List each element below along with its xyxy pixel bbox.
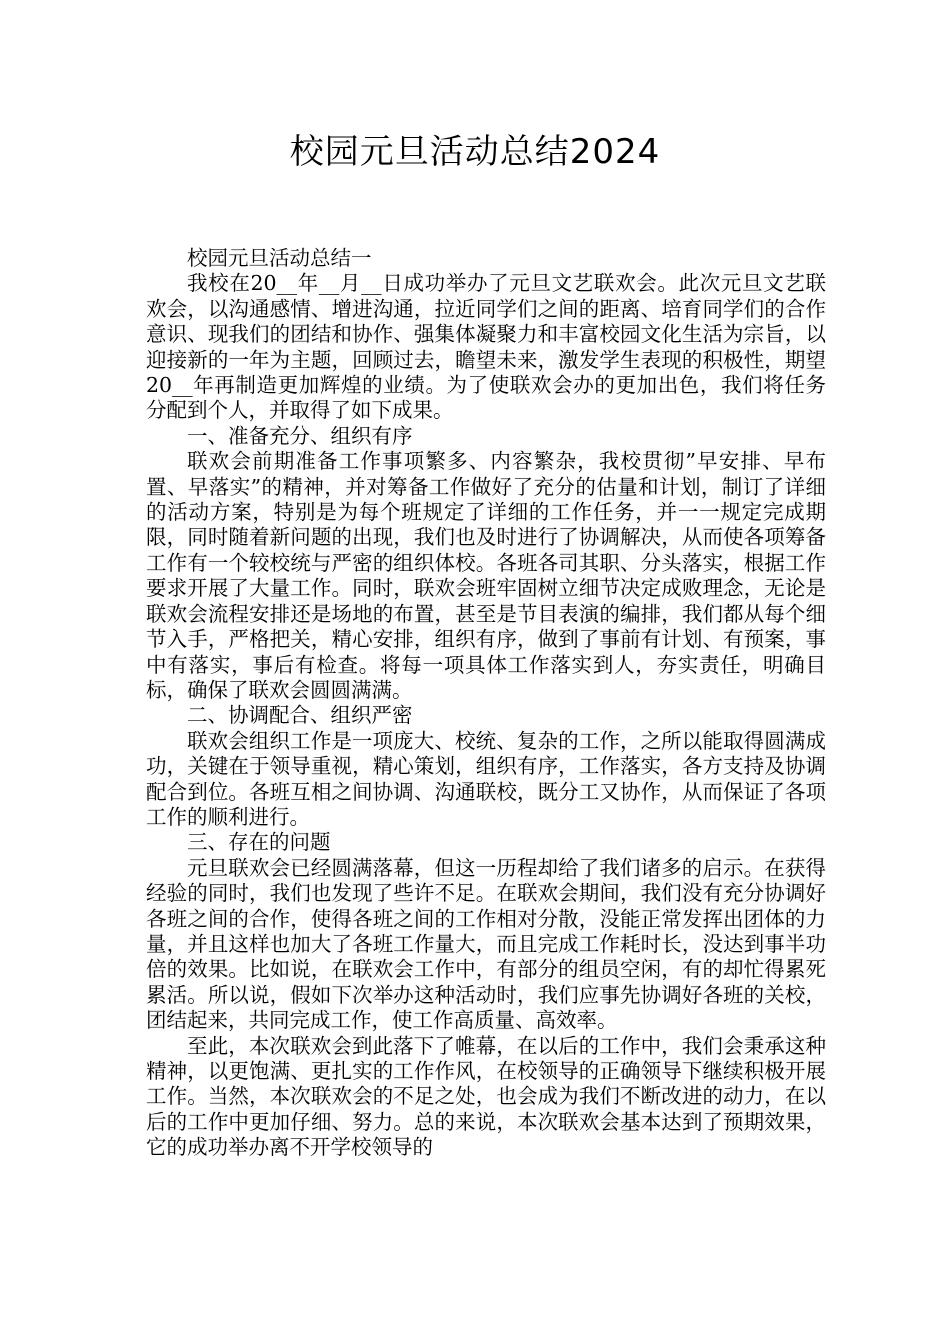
document-title: 校园元旦活动总结2024	[289, 132, 661, 172]
body-paragraph: 至此，本次联欢会到此落下了帷幕，在以后的工作中，我们会秉承这种精神，以更饱满、更扎实的工作作风，在校领导的正确领导下继续积极开展工作。当然，本次联欢会的不足之处，也会成为我们不断改进的动力，在以后的工作中更加仔细、努力。总的来说，本次联欢会基本达到了预期效果，它的成功举办离不开学校领导的	[146, 1033, 826, 1160]
document-body	[146, 246, 826, 1161]
section-heading: 三、存在的问题	[187, 830, 331, 855]
section-heading: 二、协调配合、组织严密	[187, 703, 413, 728]
body-paragraph: 元旦联欢会已经圆满落幕，但这一历程却给了我们诸多的启示。在获得经验的同时，我们也发现了些许不足。在联欢会期间，我们没有充分协调好各班之间的合作，使得各班之间的工作相对分散，没能正常发挥出团体的力量，并且这样也加大了各班工作量大，而且完成工作耗时长，没达到事半功倍的效果。比如说，在联欢会工作中，有部分的组员空闲，有的却忙得累死累活。所以说，假如下次举办这种活动时，我们应事先协调好各班的关校，团结起来，共同完成工作，使工作高质量、高效率。	[146, 855, 826, 1033]
body-paragraph: 我校在20__年__月__日成功举办了元旦文艺联欢会。此次元旦文艺联欢会，以沟通感情、增进沟通，拉近同学们之间的距离、培育同学们的合作意识、现我们的团结和协作、强集体凝聚力和丰富校园文化生活为宗旨，以迎接新的一年为主题，回顾过去，瞻望未来，激发学生表现的积极性，期望20__年再制造更加辉煌的业绩。为了使联欢会办的更加出色，我们将任务分配到个人，并取得了如下成果。	[146, 271, 826, 423]
section-heading: 校园元旦活动总结一	[187, 246, 372, 270]
body-paragraph: 联欢会组织工作是一项庞大、校统、复杂的工作，之所以能取得圆满成功，关键在于领导重视，精心策划，组织有序，工作落实，各方支持及协调配合到位。各班互相之间协调、沟通联校，既分工又协作，从而保证了各项工作的顺利进行。	[146, 728, 826, 829]
body-paragraph: 联欢会前期准备工作事项繁多、内容繁杂，我校贯彻”早安排、早布置、早落实”的精神，并对筹备工作做好了充分的估量和计划，制订了详细的活动方案，特别是为每个班规定了详细的工作任务，并一一规定完成期限，同时随着新问题的出现，我们也及时进行了协调解决，从而使各项筹备工作有一个较校统与严密的组织体校。各班各司其职、分头落实，根据工作要求开展了大量工作。同时，联欢会班牢固树立细节决定成败理念，无论是联欢会流程安排还是场地的布置，甚至是节目表演的编排，我们都从每个细节入手，严格把关，精心安排，组织有序，做到了事前有计划、有预案，事中有落实，事后有检查。将每一项具体工作落实到人，夯实责任，明确目标，确保了联欢会圆圆满满。	[146, 449, 826, 702]
section-heading: 一、准备充分、组织有序	[187, 423, 413, 448]
